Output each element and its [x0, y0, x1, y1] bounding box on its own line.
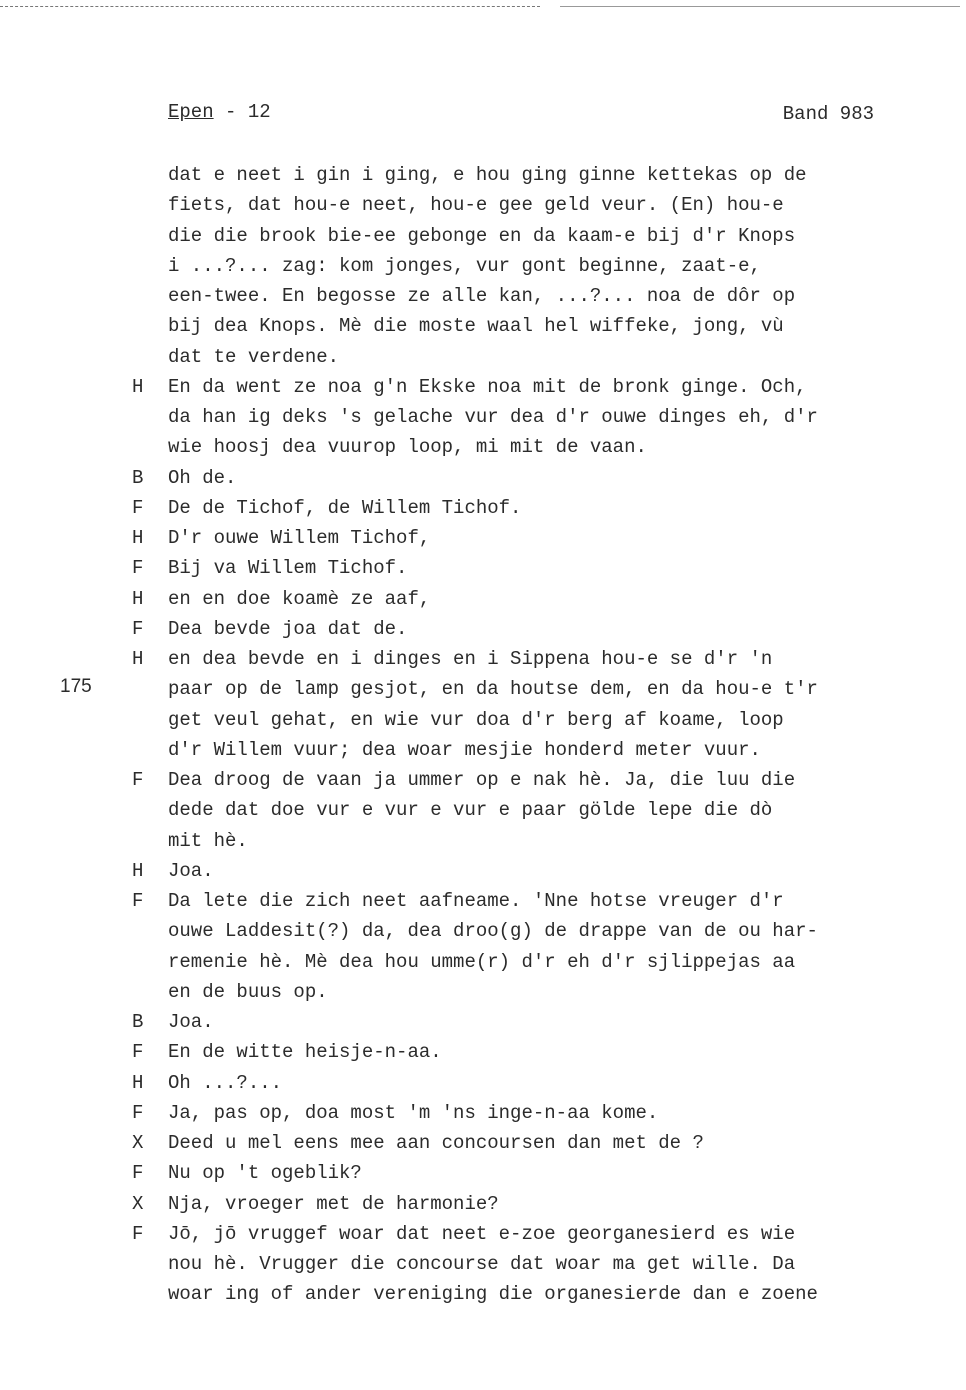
speaker-label: H [132, 648, 144, 670]
speaker-label: F [132, 769, 144, 791]
speaker-label: F [132, 618, 144, 640]
speaker-label: F [132, 497, 144, 519]
margin-counter: 175 [60, 676, 92, 697]
transcript-line: fiets, dat hou-e neet, hou-e gee geld veur. (En) hou-e [168, 194, 784, 216]
transcript-line: die die brook bie-ee gebonge en da kaam-e bij d'r Knops [168, 225, 796, 247]
speaker-label: H [132, 1072, 144, 1094]
speaker-label: F [132, 1162, 144, 1184]
transcript-line: Nu op 't ogeblik? [168, 1162, 362, 1184]
speaker-label: H [132, 527, 144, 549]
speaker-label: F [132, 1041, 144, 1063]
transcript-line: En da went ze noa g'n Ekske noa mit de bronk ginge. Och, [168, 376, 807, 398]
speaker-label: F [132, 890, 144, 912]
header-place: Epen [168, 101, 214, 123]
transcript-line: Dea bevde joa dat de. [168, 618, 408, 640]
transcript-line: en dea bevde en i dinges en i Sippena hou-e se d'r 'n [168, 648, 773, 670]
transcript-line: Ja, pas op, doa most 'm 'ns inge-n-aa kome. [168, 1102, 659, 1124]
speaker-label: H [132, 376, 144, 398]
transcript-line: nou hè. Vrugger die concourse dat woar ma get wille. Da [168, 1253, 796, 1275]
transcript-line: D'r ouwe Willem Tichof, [168, 527, 431, 549]
transcript-line: da han ig deks 's gelache vur dea d'r ouwe dinges eh, d'r [168, 406, 818, 428]
transcript-line: en en doe koamè ze aaf, [168, 588, 431, 610]
transcript-line: Joa. [168, 860, 214, 882]
transcript-line: Bij va Willem Tichof. [168, 557, 408, 579]
transcript-line: mit hè. [168, 830, 248, 852]
transcript-line: een-twee. En begosse ze alle kan, ...?... noa de dôr op [168, 285, 796, 307]
transcript-line: paar op de lamp gesjot, en da houtse dem, en da hou-e t'r [168, 678, 818, 700]
transcript-line: Dea droog de vaan ja ummer op e nak hè. Ja, die luu die [168, 769, 796, 791]
transcript-line: ouwe Laddesit(?) da, dea droo(g) de drappe van de ou har- [168, 920, 818, 942]
page-header-left [168, 101, 271, 123]
transcript-line: dat e neet i gin i ging, e hou ging ginne kettekas op de [168, 164, 807, 186]
header-page-number: 12 [247, 101, 271, 123]
transcript-line: Oh de. [168, 467, 237, 489]
transcript-line: De de Tichof, de Willem Tichof. [168, 497, 522, 519]
speaker-label: X [132, 1132, 144, 1154]
speaker-label: H [132, 860, 144, 882]
transcript-line: i ...?... zag: kom jonges, vur gont beginne, zaat-e, [168, 255, 761, 277]
transcript-line: Deed u mel eens mee aan concoursen dan met de ? [168, 1132, 704, 1154]
scan-artifact-line [0, 6, 540, 7]
transcript-line: bij dea Knops. Mè die moste waal hel wiffeke, jong, vù [168, 315, 784, 337]
speaker-label: X [132, 1193, 144, 1215]
transcript-line: Oh ...?... [168, 1072, 283, 1094]
transcript-line: Jō, jō vruggef woar dat neet e-zoe georganesierd es wie [168, 1223, 796, 1245]
speaker-label: F [132, 1102, 144, 1124]
header-separator: - [213, 101, 248, 123]
transcript-line: wie hoosj dea vuurop loop, mi mit de vaan. [168, 436, 647, 458]
speaker-label: F [132, 557, 144, 579]
transcript-line: Joa. [168, 1011, 214, 1033]
header-band: Band 983 [782, 103, 874, 125]
speaker-label: F [132, 1223, 144, 1245]
speaker-label: H [132, 588, 144, 610]
speaker-label: B [132, 467, 144, 489]
transcript-line: woar ing of ander vereniging die organesierde dan e zoene [168, 1283, 818, 1305]
speaker-label: B [132, 1011, 144, 1033]
transcript-line: en de buus op. [168, 981, 328, 1003]
transcript-line: Da lete die zich neet aafneame. 'Nne hotse vreuger d'r [168, 890, 784, 912]
transcript-line: Nja, vroeger met de harmonie? [168, 1193, 499, 1215]
transcript-line: dede dat doe vur e vur e vur e paar gölde lepe die dò [168, 799, 773, 821]
transcript-line: En de witte heisje-n-aa. [168, 1041, 442, 1063]
transcript-line: d'r Willem vuur; dea woar mesjie honderd meter vuur. [168, 739, 761, 761]
transcript-line: dat te verdene. [168, 346, 340, 368]
transcript-line: remenie hè. Mè dea hou umme(r) d'r eh d'r sjlippejas aa [168, 951, 796, 973]
scan-artifact-line [560, 6, 960, 7]
transcript-line: get veul gehat, en wie vur doa d'r berg af koame, loop [168, 709, 784, 731]
